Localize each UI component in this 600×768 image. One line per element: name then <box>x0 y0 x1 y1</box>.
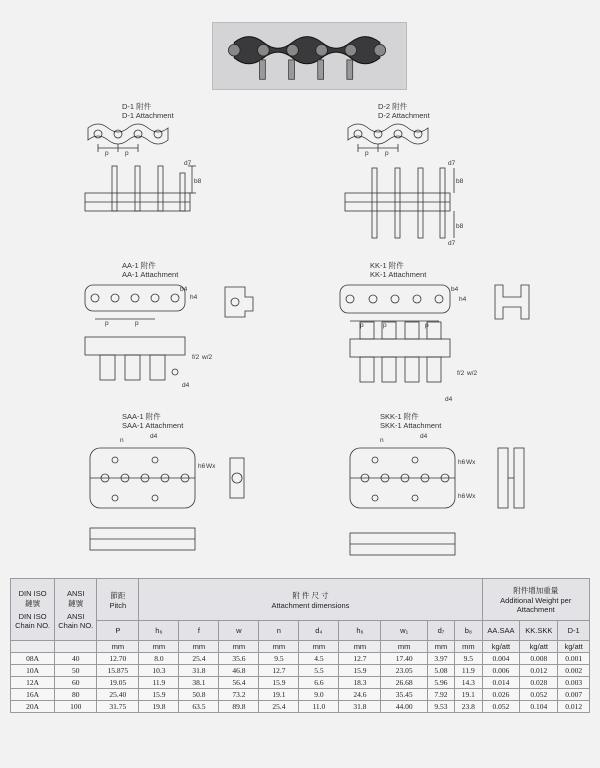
table-cell: 0.003 <box>558 677 590 689</box>
table-cell: 9.5 <box>455 653 482 665</box>
kk1-dim-p1: p <box>360 322 364 329</box>
d1-side-view <box>85 166 196 211</box>
kk1-drawing <box>335 277 550 407</box>
table-cell: 25.4 <box>259 701 299 713</box>
table-cell: 46.8 <box>219 665 259 677</box>
aa1-title-zh: AA-1 附件 <box>122 261 156 270</box>
aa1-dim-h4: h4 <box>190 294 198 301</box>
table-cell: 89.8 <box>219 701 259 713</box>
table-cell: 0.104 <box>520 701 558 713</box>
table-cell: 0.014 <box>482 677 520 689</box>
aa1-drawing <box>80 277 270 397</box>
d1-drawing <box>80 118 230 243</box>
aa1-dim-d4: d4 <box>182 382 190 389</box>
skk1-side-view <box>350 533 455 555</box>
col-symbol-h6b: h₆ <box>339 621 381 641</box>
d2-dim-d7-bottom: d7 <box>448 240 456 247</box>
saa1-title-en: SAA-1 Attachment <box>122 421 184 430</box>
table-cell: 19.1 <box>259 689 299 701</box>
col-symbol-kk-skk: KK.SKK <box>520 621 558 641</box>
skk1-title-zh: SKK-1 附件 <box>380 412 419 421</box>
saa1-side-view <box>90 528 195 550</box>
skk1-dim-d4: d4 <box>420 433 428 440</box>
table-cell: 0.052 <box>482 701 520 713</box>
table-cell: 5.5 <box>299 665 339 677</box>
table-cell: 0.004 <box>482 653 520 665</box>
table-cell: 16A <box>11 689 55 701</box>
table-cell: 19.1 <box>455 689 482 701</box>
unit-w1: mm <box>381 641 427 653</box>
table-cell: 19.05 <box>97 677 139 689</box>
unit-d1: kg/att <box>558 641 590 653</box>
unit-d4: mm <box>299 641 339 653</box>
kk1-dim-h4: h4 <box>459 296 467 303</box>
table-cell: 60 <box>55 677 97 689</box>
table-cell: 5.96 <box>427 677 454 689</box>
table-cell: 20A <box>11 701 55 713</box>
aa1-end-view <box>225 287 253 317</box>
table-body <box>11 653 590 713</box>
col-symbol-d1: D-1 <box>558 621 590 641</box>
table-cell: 100 <box>55 701 97 713</box>
kk1-dim-f2: f/2 <box>457 370 465 377</box>
d2-dim-d7-top: d7 <box>448 160 456 167</box>
saa1-dim-wx: Wx <box>206 463 216 470</box>
table-cell: 0.006 <box>482 665 520 677</box>
table-cell: 50.8 <box>179 689 219 701</box>
d2-dim-b8-top: b8 <box>456 178 464 185</box>
table-cell: 6.6 <box>299 677 339 689</box>
unit-w: mm <box>219 641 259 653</box>
table-cell: 35.45 <box>381 689 427 701</box>
d1-dim-p2: p <box>125 150 129 157</box>
unit-aa-saa: kg/att <box>482 641 520 653</box>
table-cell: 50 <box>55 665 97 677</box>
table-cell: 35.6 <box>219 653 259 665</box>
table-cell: 0.052 <box>520 689 558 701</box>
unit-b8: mm <box>455 641 482 653</box>
saa1-dim-h6: h6 <box>198 463 206 470</box>
col-symbol-w: w <box>219 621 259 641</box>
table-cell: 25.4 <box>179 653 219 665</box>
table-cell: 73.2 <box>219 689 259 701</box>
table-cell: 9.53 <box>427 701 454 713</box>
saa1-title-zh: SAA-1 附件 <box>122 412 161 421</box>
col-symbol-aa-saa: AA.SAA <box>482 621 520 641</box>
col-additional-weight: 附件增加重量 Additional Weight per Attachment <box>482 579 589 621</box>
d1-title-en: D-1 Attachment <box>122 111 174 120</box>
table-cell: 15.9 <box>259 677 299 689</box>
table-row <box>11 701 590 713</box>
d2-title-en: D-2 Attachment <box>378 111 430 120</box>
table-cell: 3.97 <box>427 653 454 665</box>
saa1-dim-n: n <box>120 437 124 444</box>
col-symbol-p: P <box>97 621 139 641</box>
table-cell: 18.3 <box>339 677 381 689</box>
saa1-drawing <box>80 428 270 568</box>
table-cell: 0.008 <box>520 653 558 665</box>
d2-dim-p1: p <box>365 150 369 157</box>
table-cell: 7.92 <box>427 689 454 701</box>
table-cell: 15.9 <box>139 689 179 701</box>
saa1-top-view <box>90 448 195 508</box>
col-symbol-w1: w₁ <box>381 621 427 641</box>
aa1-top-view <box>85 285 185 319</box>
skk1-title-en: SKK-1 Attachment <box>380 421 442 430</box>
kk1-title-en: KK-1 Attachment <box>370 270 427 279</box>
table-cell: 19.8 <box>139 701 179 713</box>
col-ansi: ANSI 鏈號 ANSI Chain NO. <box>55 579 97 641</box>
table-cell: 40 <box>55 653 97 665</box>
aa1-dim-b4: b4 <box>180 286 188 293</box>
table-cell: 38.1 <box>179 677 219 689</box>
kk1-end-view <box>495 285 529 319</box>
col-symbol-f: f <box>179 621 219 641</box>
aa1-dim-p1: p <box>105 320 109 327</box>
table-cell: 5.08 <box>427 665 454 677</box>
kk1-side-view <box>350 322 450 382</box>
d1-dim-p1: p <box>105 150 109 157</box>
col-din-iso: DIN ISO 鏈號 DIN ISO Chain NO. <box>11 579 55 641</box>
table-cell: 12.7 <box>339 653 381 665</box>
aa1-dim-p2: p <box>135 320 139 327</box>
chain-with-attachments-photo <box>213 23 406 89</box>
d2-dim-b8-bottom: b8 <box>456 223 464 230</box>
table-row <box>11 677 590 689</box>
table-cell: 31.8 <box>179 665 219 677</box>
table-cell: 0.002 <box>558 665 590 677</box>
skk1-dim-h6-bottom: h6 <box>458 493 466 500</box>
attachment-spec-table <box>10 578 590 713</box>
kk1-dim-p3: p <box>425 322 429 329</box>
d2-dim-p2: p <box>385 150 389 157</box>
skk1-dim-wx-bottom: Wx <box>466 493 476 500</box>
table-cell: 10A <box>11 665 55 677</box>
table-cell: 56.4 <box>219 677 259 689</box>
table-cell: 26.68 <box>381 677 427 689</box>
unit-d7: mm <box>427 641 454 653</box>
d2-drawing <box>340 118 490 248</box>
table-cell: 31.8 <box>339 701 381 713</box>
table-cell: 11.9 <box>139 677 179 689</box>
table-row <box>11 689 590 701</box>
table-cell: 15.9 <box>339 665 381 677</box>
table-cell: 44.00 <box>381 701 427 713</box>
unit-h6: mm <box>139 641 179 653</box>
d2-side-view <box>345 168 454 238</box>
d2-title-zh: D-2 附件 <box>378 102 408 111</box>
unit-f: mm <box>179 641 219 653</box>
unit-kk-skk: kg/att <box>520 641 558 653</box>
table-cell: 9.5 <box>259 653 299 665</box>
aa1-title-en: AA-1 Attachment <box>122 270 179 279</box>
table-cell: 80 <box>55 689 97 701</box>
col-symbol-b8: b₈ <box>455 621 482 641</box>
table-cell: 0.026 <box>482 689 520 701</box>
kk1-title-zh: KK-1 附件 <box>370 261 404 270</box>
table-cell: 12.70 <box>97 653 139 665</box>
kk1-dim-d4: d4 <box>445 396 453 403</box>
table-cell: 8.0 <box>139 653 179 665</box>
unit-n: mm <box>259 641 299 653</box>
col-symbol-d7: d₇ <box>427 621 454 641</box>
table-cell: 24.6 <box>339 689 381 701</box>
table-cell: 11.0 <box>299 701 339 713</box>
skk1-dim-h6-top: h6 <box>458 459 466 466</box>
table-row <box>11 665 590 677</box>
kk1-top-view <box>340 285 450 321</box>
table-cell: 0.001 <box>558 653 590 665</box>
table-cell: 15.875 <box>97 665 139 677</box>
table-cell: 23.05 <box>381 665 427 677</box>
table-cell: 14.3 <box>455 677 482 689</box>
d1-dim-d7: d7 <box>184 160 192 167</box>
kk1-dim-w2: w/2 <box>467 370 478 377</box>
skk1-top-view <box>350 448 455 508</box>
saa1-end-view <box>230 458 244 498</box>
table-cell: 08A <box>11 653 55 665</box>
table-cell: 0.012 <box>558 701 590 713</box>
d2-top-view <box>348 124 428 152</box>
table-cell: 11.9 <box>455 665 482 677</box>
d1-top-view <box>88 124 168 152</box>
table-cell: 12.7 <box>259 665 299 677</box>
col-symbol-h6: h₆ <box>139 621 179 641</box>
table-cell: 0.028 <box>520 677 558 689</box>
table-cell: 17.40 <box>381 653 427 665</box>
col-pitch: 節距 Pitch <box>97 579 139 621</box>
kk1-dim-p2: p <box>383 322 387 329</box>
skk1-dim-wx-top: Wx <box>466 459 476 466</box>
table-symbol-row <box>11 621 590 641</box>
aa1-dim-w2: w/2 <box>202 354 213 361</box>
table-cell: 0.012 <box>520 665 558 677</box>
table-cell: 63.5 <box>179 701 219 713</box>
table-unit-row <box>11 641 590 653</box>
table-cell: 10.3 <box>139 665 179 677</box>
table-cell: 25.40 <box>97 689 139 701</box>
table-cell: 12A <box>11 677 55 689</box>
col-attachment-dimensions: 附 件 尺 寸 Attachment dimensions <box>139 579 482 621</box>
skk1-end-view <box>498 448 524 508</box>
table-row <box>11 653 590 665</box>
table-cell: 31.75 <box>97 701 139 713</box>
chain-photo <box>212 22 407 90</box>
col-symbol-n: n <box>259 621 299 641</box>
table-cell: 9.0 <box>299 689 339 701</box>
aa1-side-view <box>85 337 185 380</box>
d1-title-zh: D-1 附件 <box>122 102 152 111</box>
kk1-dim-b4: b4 <box>451 286 459 293</box>
aa1-dim-f2: f/2 <box>192 354 200 361</box>
table-cell: 0.007 <box>558 689 590 701</box>
table-cell: 23.8 <box>455 701 482 713</box>
unit-h6b: mm <box>339 641 381 653</box>
d1-dim-b8: b8 <box>194 178 202 185</box>
unit-pitch: mm <box>97 641 139 653</box>
table-header-row <box>11 579 590 621</box>
skk1-drawing <box>340 428 550 573</box>
saa1-dim-d4: d4 <box>150 433 158 440</box>
col-symbol-d4: d₄ <box>299 621 339 641</box>
skk1-dim-n: n <box>380 437 384 444</box>
table-cell: 4.5 <box>299 653 339 665</box>
